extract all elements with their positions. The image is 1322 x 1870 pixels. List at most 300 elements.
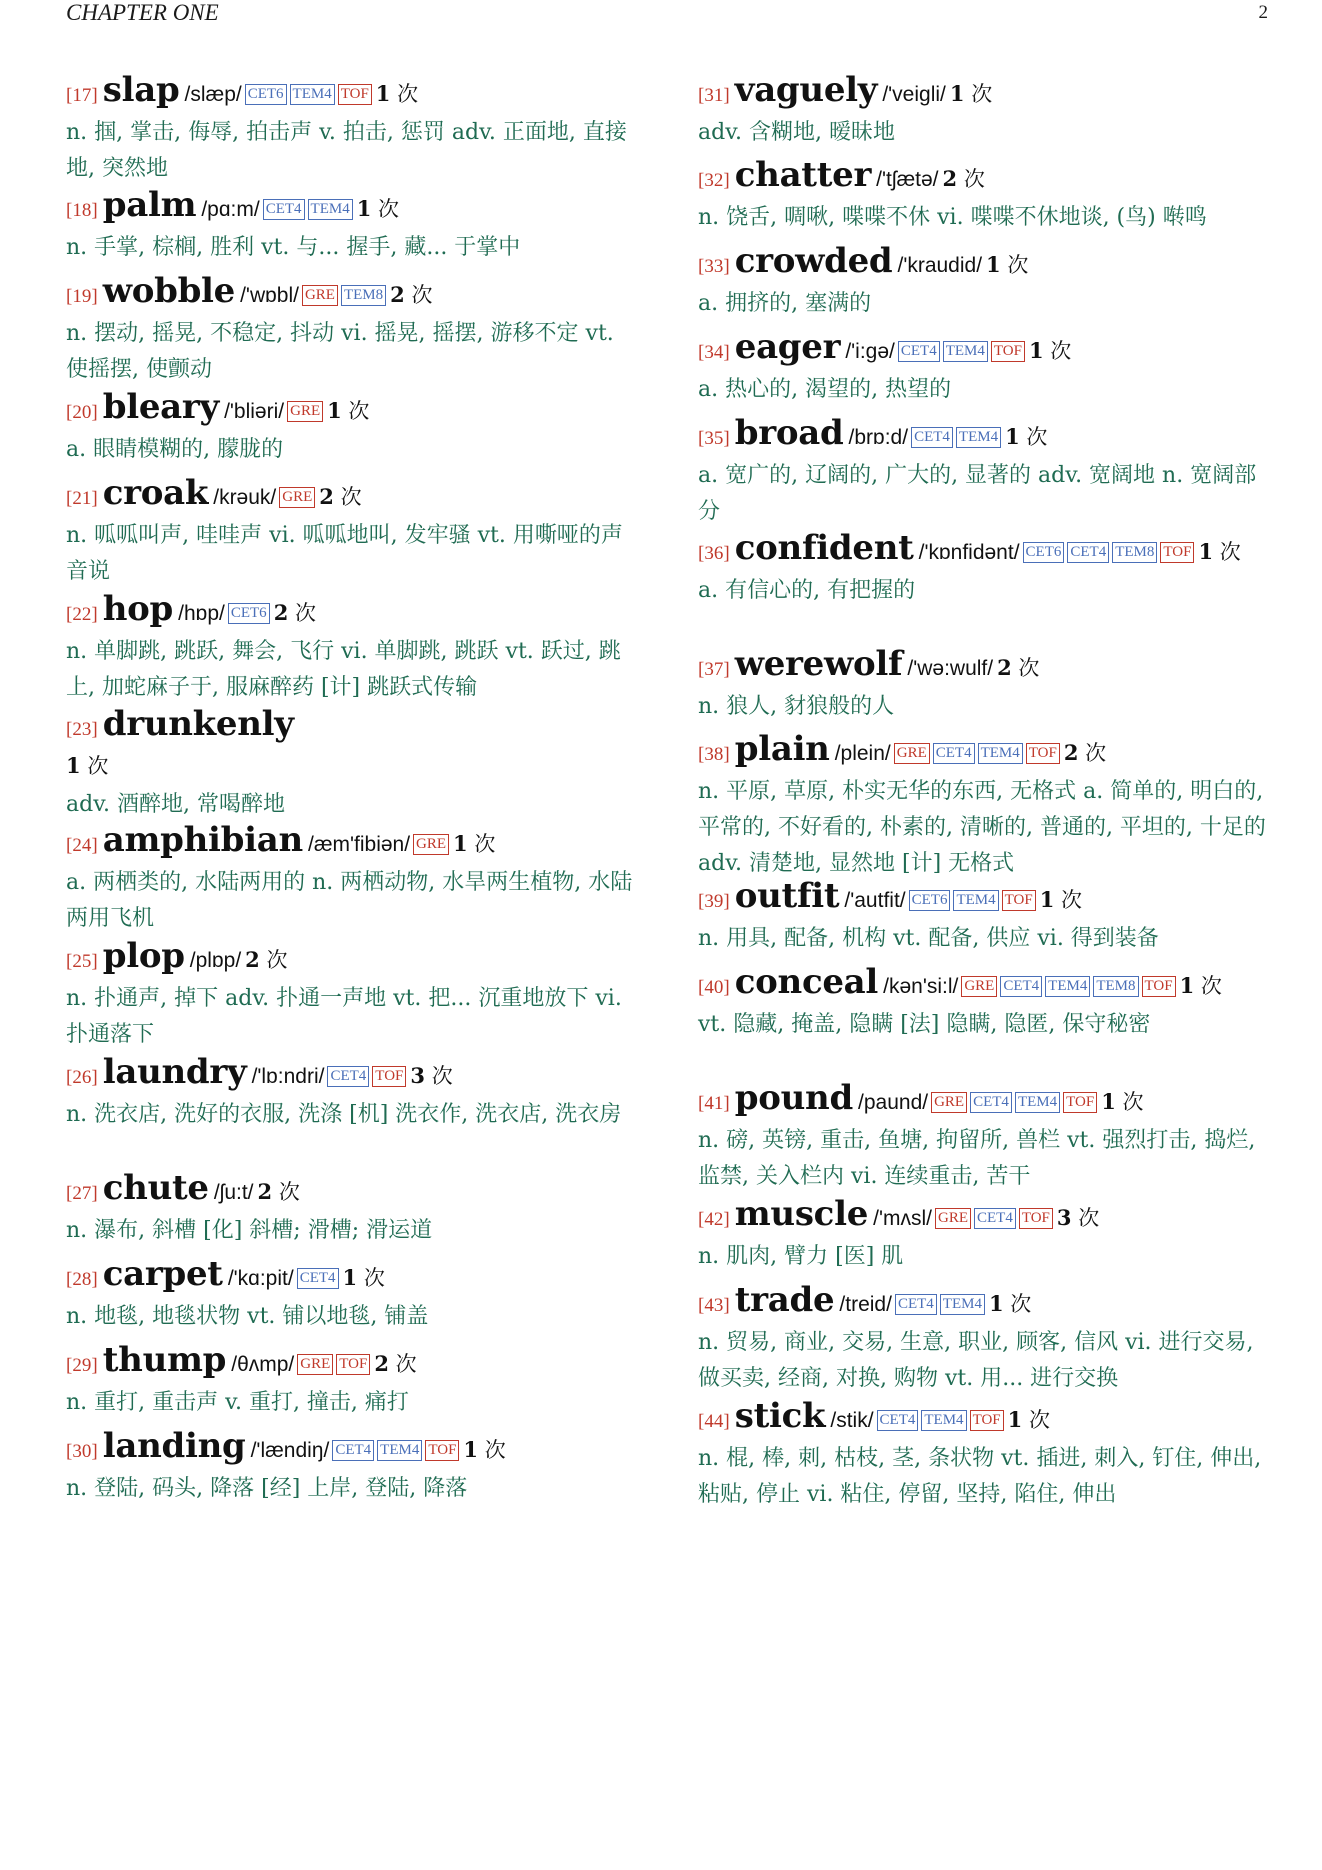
- exam-tag: TOF: [1019, 1208, 1053, 1229]
- exam-tag: TOF: [1142, 976, 1176, 997]
- word-entry: [698, 1080, 1273, 1195]
- phonetic: /treid/: [839, 1293, 892, 1316]
- definition: a. 有信心的, 有把握的: [698, 578, 916, 603]
- word-entry: [698, 157, 1273, 236]
- word-entry: [66, 1054, 636, 1133]
- exam-tag: TOF: [970, 1410, 1004, 1431]
- exam-tag: CET4: [970, 1092, 1012, 1113]
- count-unit: 次: [1219, 540, 1241, 564]
- word-entry: [698, 1282, 1273, 1397]
- headword: palm: [102, 185, 197, 225]
- entry-headline: [66, 187, 636, 229]
- definition: n. 贸易, 商业, 交易, 生意, 职业, 顾客, 信风 vi. 进行交易, 做买卖, 经商, 对换, 购物 vt. 用... 进行交换: [698, 1330, 1254, 1391]
- entry-headline: [66, 591, 636, 633]
- definition: n. 手掌, 棕榈, 胜利 vt. 与... 握手, 藏... 于掌中: [66, 235, 521, 260]
- exam-tag: GRE: [287, 401, 323, 422]
- count-number: 1: [356, 196, 372, 221]
- occurrence-count: [374, 1352, 416, 1376]
- headword: pound: [734, 1078, 853, 1118]
- count-number: 1: [463, 1437, 479, 1462]
- exam-tag: CET4: [895, 1294, 937, 1315]
- count-unit: 次: [1007, 253, 1029, 277]
- word-entry: [66, 273, 636, 388]
- occurrence-count: [989, 1292, 1031, 1316]
- count-unit: 次: [348, 399, 370, 423]
- entry-headline: [66, 475, 636, 517]
- entry-number: [38]: [698, 744, 730, 765]
- page-number: 2: [1258, 2, 1268, 23]
- exam-tag: TEM4: [978, 743, 1023, 764]
- phonetic: /'veigli/: [882, 83, 946, 106]
- count-unit: 次: [474, 832, 496, 856]
- count-unit: 次: [266, 948, 288, 972]
- occurrence-count: [1029, 339, 1071, 363]
- occurrence-count: [343, 1266, 385, 1290]
- headword: laundry: [102, 1052, 247, 1092]
- exam-tag: GRE: [931, 1092, 967, 1113]
- exam-tag: TEM4: [943, 341, 988, 362]
- headword: eager: [734, 327, 841, 367]
- headword: amphibian: [102, 820, 303, 860]
- entry-number: [19]: [66, 286, 98, 307]
- definition: a. 眼睛模糊的, 朦胧的: [66, 437, 284, 462]
- entry-number: [26]: [66, 1067, 98, 1088]
- count-unit: 次: [395, 1352, 417, 1376]
- definition: n. 地毯, 地毯状物 vt. 铺以地毯, 铺盖: [66, 1304, 429, 1329]
- count-unit: 次: [1018, 656, 1040, 680]
- word-entry: [66, 938, 636, 1053]
- headword: carpet: [102, 1254, 223, 1294]
- definition: n. 登陆, 码头, 降落 [经] 上岸, 登陆, 降落: [66, 1476, 468, 1501]
- definition: n. 洗衣店, 洗好的衣服, 洗涤 [机] 洗衣作, 洗衣店, 洗衣房: [66, 1102, 622, 1127]
- headword: stick: [734, 1396, 826, 1436]
- count-number: 1: [1101, 1089, 1116, 1114]
- phonetic: /æm'fibiən/: [308, 833, 411, 856]
- entry-number: [30]: [66, 1441, 98, 1462]
- word-entry: [698, 1196, 1273, 1275]
- count-number: 2: [245, 947, 260, 972]
- definition: n. 呱呱叫声, 哇哇声 vi. 呱呱地叫, 发牢骚 vt. 用嘶哑的声音说: [66, 523, 623, 584]
- phonetic: /'kɑ:pit/: [227, 1267, 294, 1290]
- entry-headline: [698, 1282, 1273, 1324]
- phonetic: /hɒp/: [178, 602, 225, 625]
- exam-tag: TOF: [1063, 1092, 1097, 1113]
- entry-headline: [698, 329, 1273, 371]
- entry-headline: [66, 1054, 636, 1096]
- entry-headline: [698, 646, 1273, 688]
- count-unit: 次: [963, 167, 985, 191]
- count-number: 3: [1056, 1205, 1072, 1230]
- entry-headline: [698, 878, 1273, 920]
- word-entry: [698, 329, 1273, 408]
- occurrence-count: [319, 485, 361, 509]
- exam-tag: TEM4: [290, 84, 335, 105]
- count-unit: 次: [1010, 1292, 1032, 1316]
- headword: drunkenly: [102, 704, 294, 744]
- phonetic: /plein/: [834, 742, 891, 765]
- word-entry: [698, 72, 1273, 151]
- exam-tag: GRE: [413, 834, 449, 855]
- exam-tag: TOF: [1002, 890, 1036, 911]
- entry-number: [36]: [698, 543, 730, 564]
- occurrence-count: [1101, 1090, 1143, 1114]
- entry-number: [29]: [66, 1355, 98, 1376]
- word-entry: [698, 878, 1273, 957]
- exam-tag: TEM4: [940, 1294, 985, 1315]
- word-entry: [698, 415, 1273, 530]
- exam-tag: GRE: [279, 487, 315, 508]
- entry-headline: [698, 72, 1273, 114]
- entry-number: [33]: [698, 256, 730, 277]
- entry-headline: [66, 1428, 636, 1470]
- phonetic: /θʌmp/: [231, 1353, 295, 1376]
- occurrence-count: [1005, 425, 1047, 449]
- count-unit: 次: [1200, 974, 1222, 998]
- count-number: 1: [1028, 338, 1044, 363]
- phonetic: /kən'si:l/: [883, 975, 959, 998]
- entry-headline: [698, 1196, 1273, 1238]
- definition: a. 宽广的, 辽阔的, 广大的, 显著的 adv. 宽阔地 n. 宽阔部分: [698, 463, 1257, 524]
- entry-number: [24]: [66, 835, 98, 856]
- definition: n. 摆动, 摇晃, 不稳定, 抖动 vi. 摇晃, 摇摆, 游移不定 vt. 使摇摆, 使颤动: [66, 321, 614, 382]
- word-entry: [66, 822, 636, 937]
- exam-tag: CET4: [263, 199, 305, 220]
- exam-tag: TEM4: [308, 199, 353, 220]
- definition: a. 热心的, 渴望的, 热望的: [698, 377, 952, 402]
- word-entry: [66, 389, 636, 468]
- exam-tag: CET4: [974, 1208, 1016, 1229]
- definition: n. 重打, 重击声 v. 重打, 撞击, 痛打: [66, 1390, 409, 1415]
- occurrence-count: [1198, 540, 1240, 564]
- occurrence-count: [1008, 1408, 1050, 1432]
- exam-tag: TEM4: [953, 890, 998, 911]
- count-number: 1: [342, 1265, 358, 1290]
- exam-tag: GRE: [935, 1208, 971, 1229]
- word-entry: [66, 706, 636, 823]
- definition: n. 瀑布, 斜槽 [化] 斜槽; 滑槽; 滑运道: [66, 1218, 433, 1243]
- count-number: 2: [390, 282, 405, 307]
- definition: vt. 隐藏, 掩盖, 隐瞒 [法] 隐瞒, 隐匿, 保守秘密: [698, 1012, 1151, 1037]
- entry-headline: [66, 72, 636, 114]
- definition: n. 棍, 棒, 刺, 枯枝, 茎, 条状物 vt. 插进, 刺入, 钉住, 伸出, 粘贴, 停止 vi. 粘住, 停留, 坚持, 陷住, 伸出: [698, 1446, 1262, 1507]
- occurrence-count: [1180, 974, 1222, 998]
- entry-number: [18]: [66, 200, 98, 221]
- phonetic: /'autfit/: [844, 889, 906, 912]
- headword: vaguely: [734, 70, 878, 110]
- phonetic: /'kɒnfidənt/: [918, 541, 1020, 564]
- phonetic: /'tʃætə/: [876, 168, 939, 191]
- page-header: [66, 0, 1268, 26]
- entry-headline: [698, 731, 1273, 773]
- definition: n. 扑通声, 掉下 adv. 扑通一声地 vt. 把... 沉重地放下 vi. 扑通落下: [66, 986, 622, 1047]
- exam-tag: CET4: [877, 1410, 919, 1431]
- occurrence-count: [390, 283, 432, 307]
- phonetic: /'lændiŋ/: [250, 1439, 330, 1462]
- entry-number: [35]: [698, 428, 730, 449]
- headword: thump: [102, 1340, 227, 1380]
- definition: adv. 酒醉地, 常喝醉地: [66, 792, 285, 817]
- count-unit: 次: [431, 1064, 453, 1088]
- entry-number: [28]: [66, 1269, 98, 1290]
- headword: trade: [734, 1280, 835, 1320]
- count-number: 1: [375, 81, 391, 106]
- exam-tag: TOF: [425, 1440, 459, 1461]
- count-number: 2: [257, 1179, 273, 1204]
- word-entry: [66, 1170, 636, 1249]
- count-number: 1: [327, 398, 342, 423]
- phonetic: /plɒp/: [189, 949, 242, 972]
- count-number: 1: [1005, 424, 1020, 449]
- exam-tag: TEM8: [341, 285, 386, 306]
- exam-tag: TOF: [338, 84, 372, 105]
- exam-tag: TEM4: [921, 1410, 966, 1431]
- exam-tag: CET6: [245, 84, 287, 105]
- entry-number: [41]: [698, 1093, 730, 1114]
- occurrence-count: [986, 253, 1028, 277]
- phonetic: /pɑ:m/: [201, 198, 260, 221]
- count-unit: 次: [295, 601, 316, 625]
- headword: chute: [102, 1168, 209, 1208]
- entry-headline: [66, 938, 636, 980]
- definition: n. 磅, 英镑, 重击, 鱼塘, 拘留所, 兽栏 vt. 强烈打击, 捣烂, 监禁, 关入栏内 vi. 连续重击, 苦干: [698, 1128, 1256, 1189]
- occurrence-count: [245, 948, 287, 972]
- definition: n. 用具, 配备, 机构 vt. 配备, 供应 vi. 得到装备: [698, 926, 1159, 951]
- definition: adv. 含糊地, 暧昧地: [698, 120, 895, 145]
- occurrence-count: [1040, 888, 1082, 912]
- exam-tag: CET4: [297, 1268, 339, 1289]
- count-unit: 次: [1078, 1206, 1100, 1230]
- exam-tag: TEM8: [1093, 976, 1138, 997]
- count-number: 3: [410, 1063, 425, 1088]
- entry-number: [31]: [698, 85, 730, 106]
- phonetic: /'wɒbl/: [240, 284, 299, 307]
- phonetic: /'bliəri/: [224, 400, 285, 423]
- headword: hop: [102, 589, 174, 629]
- occurrence-count: [258, 1180, 300, 1204]
- definition: n. 肌肉, 臂力 [医] 肌: [698, 1244, 904, 1269]
- exam-tag: GRE: [894, 743, 930, 764]
- entry-number: [22]: [66, 604, 98, 625]
- chapter-title: CHAPTER ONE: [66, 0, 219, 25]
- exam-tag: CET6: [228, 603, 270, 624]
- count-unit: 次: [411, 283, 433, 307]
- word-entry: [698, 530, 1273, 609]
- entry-number: [17]: [66, 85, 98, 106]
- headword: outfit: [734, 876, 840, 916]
- count-unit: 次: [1026, 425, 1048, 449]
- count-number: 1: [986, 252, 1001, 277]
- entry-headline: [698, 243, 1273, 285]
- occurrence-count: [943, 167, 985, 191]
- count-unit: 次: [397, 82, 419, 106]
- entry-headline: [698, 157, 1273, 199]
- count-unit: 次: [340, 485, 362, 509]
- entry-number: [44]: [698, 1411, 730, 1432]
- count-number: 2: [1063, 740, 1079, 765]
- exam-tag: GRE: [297, 1354, 333, 1375]
- count-number: 1: [66, 753, 81, 778]
- headword: landing: [102, 1426, 246, 1466]
- exam-tag: CET4: [327, 1066, 369, 1087]
- entry-number: [43]: [698, 1295, 730, 1316]
- headword: chatter: [734, 155, 872, 195]
- word-entry: [66, 475, 636, 590]
- exam-tag: CET4: [911, 427, 953, 448]
- count-unit: 次: [363, 1266, 385, 1290]
- definition: n. 饶舌, 啁啾, 喋喋不休 vi. 喋喋不休地谈, (鸟) 啭鸣: [698, 205, 1207, 230]
- occurrence-count: [274, 601, 316, 625]
- phonetic: /'i:gə/: [845, 340, 895, 363]
- phonetic: /'mʌsl/: [873, 1207, 932, 1230]
- entry-headline: [698, 530, 1273, 572]
- count-unit: 次: [1085, 741, 1107, 765]
- headword: bleary: [102, 387, 219, 427]
- entry-headline: [66, 1256, 636, 1298]
- occurrence-count: [997, 656, 1039, 680]
- exam-tag: TOF: [1160, 542, 1194, 563]
- count-number: 1: [1179, 973, 1195, 998]
- count-unit: 次: [484, 1438, 506, 1462]
- headword: slap: [102, 70, 180, 110]
- word-entry: [698, 243, 1273, 322]
- phonetic: /krəuk/: [213, 486, 277, 509]
- word-entry: [66, 1428, 636, 1507]
- count-number: 2: [942, 166, 958, 191]
- occurrence-count: [1057, 1206, 1099, 1230]
- phonetic: /slæp/: [184, 83, 242, 106]
- exam-tag: TOF: [336, 1354, 370, 1375]
- headword: crowded: [734, 241, 893, 281]
- headword: muscle: [734, 1194, 869, 1234]
- word-entry: [66, 72, 636, 187]
- exam-tag: TEM4: [1045, 976, 1090, 997]
- headword: croak: [102, 473, 209, 513]
- headword: confident: [734, 528, 914, 568]
- headword: plain: [734, 729, 830, 769]
- count-number: 1: [1007, 1407, 1023, 1432]
- count-number: 2: [997, 655, 1012, 680]
- count-number: 1: [988, 1291, 1004, 1316]
- count-unit: 次: [1028, 1408, 1050, 1432]
- entry-number: [27]: [66, 1183, 98, 1204]
- entry-number: [25]: [66, 951, 98, 972]
- word-entry: [66, 591, 636, 706]
- count-number: 1: [453, 831, 468, 856]
- entry-number: [40]: [698, 977, 730, 998]
- count-number: 1: [1039, 887, 1055, 912]
- entry-headline: [66, 706, 636, 786]
- phonetic: /paund/: [858, 1091, 929, 1114]
- exam-tag: TOF: [1026, 743, 1060, 764]
- exam-tag: CET6: [909, 890, 951, 911]
- exam-tag: TEM4: [377, 1440, 422, 1461]
- entry-headline: [66, 273, 636, 315]
- exam-tag: TEM4: [956, 427, 1001, 448]
- count-unit: 次: [971, 82, 993, 106]
- exam-tag: CET6: [1023, 542, 1065, 563]
- occurrence-count: [950, 82, 992, 106]
- exam-tag: TEM8: [1112, 542, 1157, 563]
- entry-headline: [66, 1342, 636, 1384]
- occurrence-count: [1064, 741, 1106, 765]
- exam-tag: CET4: [1000, 976, 1042, 997]
- entry-headline: [698, 1080, 1273, 1122]
- exam-tag: CET4: [1067, 542, 1109, 563]
- phonetic: /'kraudid/: [897, 254, 983, 277]
- entry-headline: [66, 389, 636, 431]
- occurrence-count: [357, 197, 399, 221]
- exam-tag: CET4: [933, 743, 975, 764]
- entry-number: [32]: [698, 170, 730, 191]
- definition: n. 狼人, 豺狼般的人: [698, 694, 895, 719]
- count-number: 1: [1198, 539, 1214, 564]
- headword: wobble: [102, 271, 235, 311]
- count-unit: 次: [87, 754, 109, 778]
- word-entry: [66, 1342, 636, 1421]
- count-number: 2: [319, 484, 334, 509]
- exam-tag: CET4: [898, 341, 940, 362]
- definition: n. 单脚跳, 跳跃, 舞会, 飞行 vi. 单脚跳, 跳跃 vt. 跃过, 跳上, 加蛇麻子于, 服麻醉药 [计] 跳跃式传输: [66, 639, 621, 700]
- headword: plop: [102, 936, 185, 976]
- occurrence-count: [327, 399, 369, 423]
- definition: n. 掴, 掌击, 侮辱, 拍击声 v. 拍击, 惩罚 adv. 正面地, 直接地, 突然地: [66, 120, 627, 181]
- entry-number: [20]: [66, 402, 98, 423]
- headword: conceal: [734, 962, 879, 1002]
- definition: n. 平原, 草原, 朴实无华的东西, 无格式 a. 简单的, 明白的, 平常的, 不好看的, 朴素的, 清晰的, 普通的, 平坦的, 十足的 adv. 清楚地, 显然地 [计] 无格式: [698, 779, 1266, 876]
- phonetic: /ʃu:t/: [213, 1181, 254, 1204]
- word-entry: [698, 1398, 1273, 1513]
- entry-number: [39]: [698, 891, 730, 912]
- occurrence-count: [410, 1064, 452, 1088]
- entry-headline: [66, 822, 636, 864]
- phonetic: /brɒ:d/: [848, 426, 909, 449]
- exam-tag: GRE: [961, 976, 997, 997]
- occurrence-count: [463, 1438, 505, 1462]
- entry-number: [34]: [698, 342, 730, 363]
- phonetic: /'wə:wulf/: [907, 657, 994, 680]
- phonetic: /'lɒ:ndri/: [251, 1065, 325, 1088]
- count-unit: 次: [1050, 339, 1072, 363]
- exam-tag: GRE: [302, 285, 338, 306]
- count-number: 1: [949, 81, 965, 106]
- entry-number: [21]: [66, 488, 98, 509]
- entry-headline: [698, 964, 1273, 1006]
- count-unit: 次: [378, 197, 400, 221]
- count-number: 2: [374, 1351, 389, 1376]
- count-unit: 次: [1122, 1090, 1144, 1114]
- word-entry: [66, 1256, 636, 1335]
- count-unit: 次: [1061, 888, 1083, 912]
- word-entry: [66, 187, 636, 266]
- occurrence-count: [66, 754, 108, 778]
- exam-tag: CET4: [332, 1440, 374, 1461]
- count-number: 2: [273, 600, 289, 625]
- word-entry: [698, 646, 1273, 725]
- entry-number: [37]: [698, 659, 730, 680]
- entry-headline: [698, 415, 1273, 457]
- phonetic: /stik/: [830, 1409, 874, 1432]
- exam-tag: TOF: [372, 1066, 406, 1087]
- definition: a. 两栖类的, 水陆两用的 n. 两栖动物, 水旱两生植物, 水陆两用飞机: [66, 870, 633, 931]
- definition: a. 拥挤的, 塞满的: [698, 291, 872, 316]
- exam-tag: TEM4: [1015, 1092, 1060, 1113]
- word-entry: [698, 731, 1273, 882]
- exam-tag: TOF: [991, 341, 1025, 362]
- entry-number: [23]: [66, 719, 98, 740]
- entry-headline: [698, 1398, 1273, 1440]
- entry-headline: [66, 1170, 636, 1212]
- occurrence-count: [376, 82, 418, 106]
